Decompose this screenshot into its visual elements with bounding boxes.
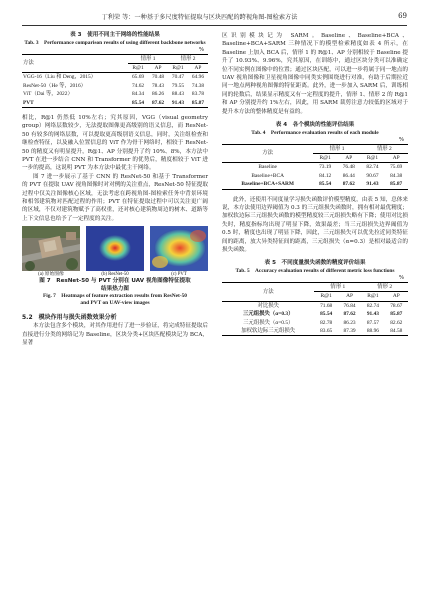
table4-group2: 情形 2 [361, 144, 408, 153]
table3-caption-en: Tab. 3 Performance comparison results of using different backbone networks [24, 39, 206, 46]
left-column [22, 32, 208, 347]
table-row [222, 310, 408, 318]
table-row [222, 319, 408, 327]
cell: 91.43 [361, 180, 385, 189]
row-label: 对比损失 [257, 302, 280, 309]
running-title: 丁利荣 等：一种基于多尺度特征提取与区块匹配的跨视角图-图检索方法 [101, 14, 298, 21]
section-heading: 5.2 模块作用与损失函数效果分析 [22, 314, 117, 322]
table5-unit: % [398, 274, 404, 281]
cell: 82.74 [366, 164, 379, 171]
table-row [222, 301, 408, 310]
table3-sub: AP [188, 63, 208, 72]
row-label: Baseline [258, 164, 277, 171]
body-paragraph: 区识别模块记为 SARM。Baseline、Baseline+BCA、Baseline+BCA+SARM 三种情况下的模型检索精度如表 4 所示，在 Baseline 上加入 BCA 后，情形 1 的 R@1、AP 分别相较于 Baseline 提升了 10.93%、9.96%，究其原因，在训练中，通过区块分类可以准确定位不同实例在图像中的位置；通过区块匹配，可以进一步将属于同一地点的 UAV 视角图像和卫星视角图像中同类实例围绕进行对准，有助于后期拉近同一地点两种视角图像的特征距离。此外，进一步加入 SARM 后，训练相同的轮数后，结果显示精度又有一定程度的提升，情形 1、情形 2 的 R@1 和 AP 分别提升约 1%左右，因此，用 SARM 裁剪注意力较低的区域对于提升本方法的整体精度是有益的。 [222, 33, 408, 115]
table4-sub: R@1 [313, 153, 337, 162]
cell: 87.57 [366, 319, 379, 326]
cell: 87.62 [148, 99, 168, 108]
cell: 73.19 [319, 164, 332, 171]
table4-sub: AP [337, 153, 361, 162]
right-column [222, 32, 408, 336]
cell: 70.48 [151, 74, 165, 81]
row-label: ResNet-50（He 等，2016） [23, 82, 87, 89]
table5-caption-cn: 表 5 不同度量损失函数的精度评价结果 [264, 260, 366, 267]
cell: 91.43 [168, 99, 188, 108]
table5-sub: R@1 [314, 292, 337, 301]
cell: 90.67 [366, 172, 379, 179]
figure7-caption-cn: 结果热力图 [101, 285, 129, 292]
cell: 86.26 [151, 91, 165, 98]
cell: 87.62 [337, 180, 361, 189]
table-row [222, 327, 408, 336]
cell: 83.65 [314, 327, 337, 336]
row-label: 加权软边际三元组损失 [222, 327, 314, 336]
cell: 91.43 [366, 311, 379, 318]
cell: 85.87 [384, 180, 408, 189]
row-label: 三元组损失（α=0.3） [242, 311, 294, 318]
table-row [222, 180, 408, 189]
page-number: 69 [398, 12, 407, 20]
cell: 83.78 [191, 91, 205, 98]
row-label: Baseline+BCA [251, 172, 284, 179]
table-row [222, 172, 408, 180]
cell: 88.96 [361, 327, 384, 336]
table5-col-head: 方法 [222, 282, 314, 301]
table4-caption-cn: 表 4 各个模块的性能评估结果 [275, 122, 355, 129]
panel-label: (c) PVT [171, 272, 187, 278]
table-row [22, 99, 208, 108]
table4-sub: R@1 [361, 153, 385, 162]
cell: 85.54 [128, 99, 148, 108]
header-rule [22, 25, 407, 26]
table4-sub: AP [384, 153, 408, 162]
panel-label: (b) ResNet-50 [101, 272, 129, 278]
table3-sub: R@1 [128, 63, 148, 72]
table4 [222, 144, 408, 190]
figure7 [22, 226, 208, 278]
row-label: ViT（Dai 等，2022） [23, 91, 73, 98]
cell: 85.87 [390, 311, 403, 318]
table4-caption-en: Tab. 4 Performance evaluation results of each module [251, 129, 379, 136]
cell: 78.67 [390, 302, 403, 309]
table4-unit: % [398, 136, 404, 143]
body-paragraph: 本方法包含多个模块，对其作用进行了进一步验证，将完成特征提取后直接进行分类的网络记为 Baseline，区块分类+区块匹配模块记为 BCA，显著 [22, 323, 208, 347]
figure-panel [22, 226, 80, 278]
figure7-caption-en: Fig. 7 Heatmaps of feature extraction results from ResNet-50 [42, 293, 187, 300]
row-label: PVT [22, 99, 128, 108]
table3-sub: AP [148, 63, 168, 72]
table5-group2: 情形 2 [361, 282, 408, 291]
cell: 82.74 [366, 302, 379, 309]
cell: 84.58 [385, 327, 408, 336]
cell: 88.43 [171, 91, 185, 98]
cell: 82.78 [320, 319, 333, 326]
cell: 84.34 [131, 91, 145, 98]
aerial-image [22, 226, 80, 271]
panel-label: (a) 原始图像 [38, 272, 64, 278]
cell: 65.69 [131, 74, 145, 81]
cell: 86.23 [343, 319, 356, 326]
cell: 87.62 [343, 311, 356, 318]
body-paragraph: 图 7 进一步展示了基于 CNN 的 ResNet-50 和基于 Transformer 的 PVT 在提取 UAV 视角图像时对对例的关注重点，ResNet-50 特征提取过程中仅关注图像核心区域，无法考虑在跨视角图-图检索任务中背景环境和相邻建筑物对匹配过程的作用；PVT 在特征提取过程中可以关注更广阔的区域，不仅对建筑物赋予了高权重，还对核心建筑物周边的树木、道路等上下文信息也给予了一定程度的关注。 [22, 173, 208, 222]
table3-unit: % [198, 46, 204, 53]
table3-caption-cn: 表 3 使用不同主干网络的性能结果 [70, 32, 160, 38]
row-label: VGG-16（Liu 和 Deng，2015） [23, 74, 97, 81]
row-label: 三元组损失（α=0.5） [243, 319, 294, 326]
cell: 85.54 [313, 180, 337, 189]
cell: 85.54 [320, 311, 333, 318]
cell: 71.68 [320, 302, 333, 309]
cell: 84.12 [319, 172, 332, 179]
table3-col-head: 方法 [22, 54, 128, 73]
figure-panel [150, 226, 208, 278]
cell: 79.55 [171, 82, 185, 89]
table5-sub: R@1 [361, 292, 384, 301]
running-header [22, 12, 407, 24]
table4-col-head: 方法 [222, 144, 313, 163]
cell: 86.44 [342, 172, 355, 179]
body-paragraph: 此外，还使用不同度量学习损失函数评价模型精度，由表 5 知，总体来说，本方法使用边界阈值为 0.3 的三元组损失函数时，拥有相对最优精度；加权软边际三元组损失函数的模型精度较三元组损失略有下降；使用对比损失时，精度指标均出现了明显下降，效果最差；当三元组损失边界阈值为 0.5 时，精度也出现了明显下降，因此，三元组损失可以优先拉近同类特征间的距离，放大异类特征间的距离，三元组损失（α=0.3）是相对最适合的损失函数。 [222, 196, 408, 254]
cell: 85.87 [188, 99, 208, 108]
table3-group2: 情形 2 [168, 54, 208, 63]
table-row [22, 90, 208, 98]
body-paragraph: 相比，R@1 仍然低 10%左右；究其原因，VGG（visual geometry group）网络层数较少，无法提取图像更高级别的语义信息，而 ResNet-50 有较多的网络层数，可以提取更高级别语义信息，同时，关注组检查和继检查特征，以及融入位置信息的 ViT 作为骨干网络时，相较于 ResNet-50 的精度又有明显提升，R@1、AP 分别提升了约 10%、8%，本方法中 PVT 在进一步结合 CNN 和 Transformer 的优势后，精度相较于 ViT 进一步的提高，这说明 PVT 为本方法中最优主干网络。 [22, 114, 208, 172]
table5-sub: AP [385, 292, 408, 301]
table5-caption-en: Tab. 5 Accuracy evaluation results of different metric loss functions [235, 267, 395, 274]
figure-panel [86, 226, 144, 278]
cell: 76.48 [342, 164, 355, 171]
cell: 87.39 [338, 327, 361, 336]
table3 [22, 54, 208, 108]
table3-sub: R@1 [168, 63, 188, 72]
table5 [222, 282, 408, 336]
table3-group1: 情形 1 [128, 54, 168, 63]
cell: 84.38 [390, 172, 403, 179]
figure7-caption-en: and PVT on UAV-view images [80, 300, 150, 307]
cell: 82.62 [390, 319, 403, 326]
heatmap-image [86, 226, 144, 271]
heatmap-image [150, 226, 208, 271]
cell: 74.62 [131, 82, 145, 89]
table-row [222, 163, 408, 172]
row-label: Baseline+BCA+SARM [222, 180, 313, 189]
cell: 78.43 [151, 82, 165, 89]
cell: 70.47 [171, 74, 185, 81]
figure7-caption-cn: 图 7 ResNet-50 与 PVT 分别在 UAV 视角图像特征提取 [39, 278, 191, 285]
table5-group1: 情形 1 [314, 282, 361, 291]
table-row [22, 82, 208, 90]
table4-group1: 情形 1 [313, 144, 360, 153]
cell: 74.38 [191, 82, 205, 89]
cell: 75.69 [390, 164, 403, 171]
table-row [22, 73, 208, 82]
cell: 64.96 [191, 74, 205, 81]
cell: 76.84 [343, 302, 356, 309]
table5-sub: AP [338, 292, 361, 301]
